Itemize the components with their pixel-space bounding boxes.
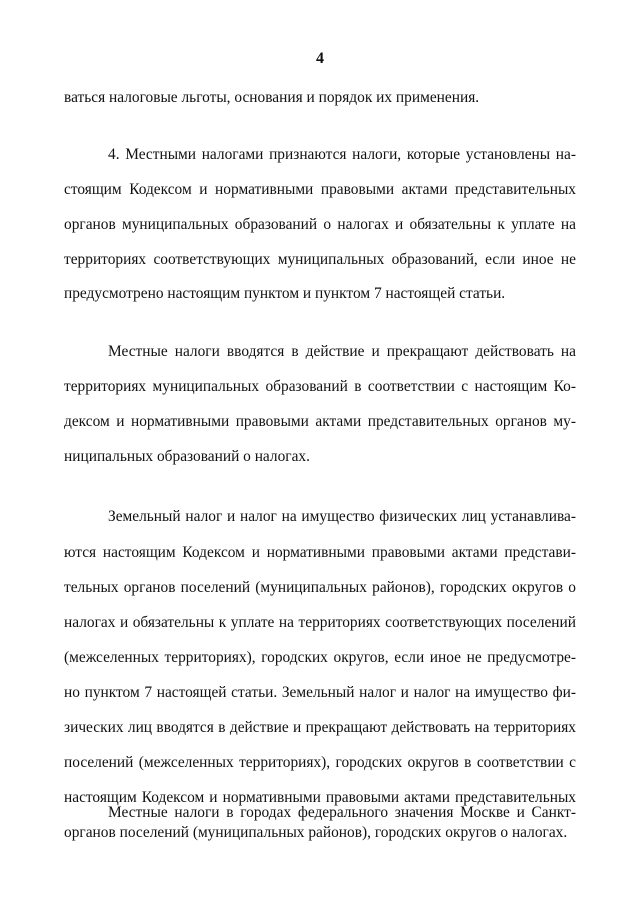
paragraph-local-taxes-line: Местные налоги вводятся в действие и прекращают действовать на bbox=[108, 343, 576, 360]
paragraph-land-tax-line: налогах и обязательны к уплате на территориях соответствующих поселений bbox=[64, 614, 576, 631]
paragraph-federal-cities-line: Местные налоги в городах федерального значения Москве и Санкт- bbox=[108, 804, 576, 821]
paragraph-land-tax-line: зических лиц вводятся в действие и прекращают действовать на территориях bbox=[64, 719, 576, 736]
paragraph-4-line: территориях соответствующих муниципальных образований, если иное не bbox=[64, 251, 576, 268]
paragraph-4-line: предусмотрено настоящим пунктом и пунктом 7 настоящей статьи. bbox=[64, 285, 506, 302]
text-line: ваться налоговые льготы, основания и порядок их применения. bbox=[64, 89, 480, 106]
paragraph-land-tax-line: поселений (межселенных территориях), городских округов в соответствии с bbox=[64, 754, 576, 771]
paragraph-land-tax-line: Земельный налог и налог на имущество физических лиц устанавлива- bbox=[108, 508, 576, 525]
paragraph-land-tax-line: ются настоящим Кодексом и нормативными правовыми актами представи- bbox=[64, 544, 576, 561]
paragraph-land-tax-line: настоящим Кодексом и нормативными правовыми актами представительных bbox=[64, 789, 576, 806]
paragraph-4-line: стоящим Кодексом и нормативными правовыми актами представительных bbox=[64, 181, 576, 198]
paragraph-land-tax-line: органов поселений (муниципальных районов), городских округов о налогах. bbox=[64, 824, 568, 841]
paragraph-4-line: органов муниципальных образований о налогах и обязательны к уплате на bbox=[64, 216, 576, 233]
page-number: 4 bbox=[316, 50, 324, 67]
paragraph-land-tax-line: тельных органов поселений (муниципальных районов), городских округов о bbox=[64, 579, 576, 596]
paragraph-land-tax-line: но пунктом 7 настоящей статьи. Земельный налог и налог на имущество фи- bbox=[64, 684, 576, 701]
paragraph-local-taxes-line: дексом и нормативными правовыми актами представительных органов му- bbox=[64, 413, 576, 430]
paragraph-local-taxes-line: ниципальных образований о налогах. bbox=[64, 448, 310, 465]
paragraph-local-taxes-line: территориях муниципальных образований в соответствии с настоящим Ко- bbox=[64, 378, 576, 395]
paragraph-4-line: 4. Местными налогами признаются налоги, которые установлены на- bbox=[108, 146, 576, 163]
paragraph-land-tax-line: (межселенных территориях), городских округов, если иное не предусмотре- bbox=[64, 649, 576, 666]
